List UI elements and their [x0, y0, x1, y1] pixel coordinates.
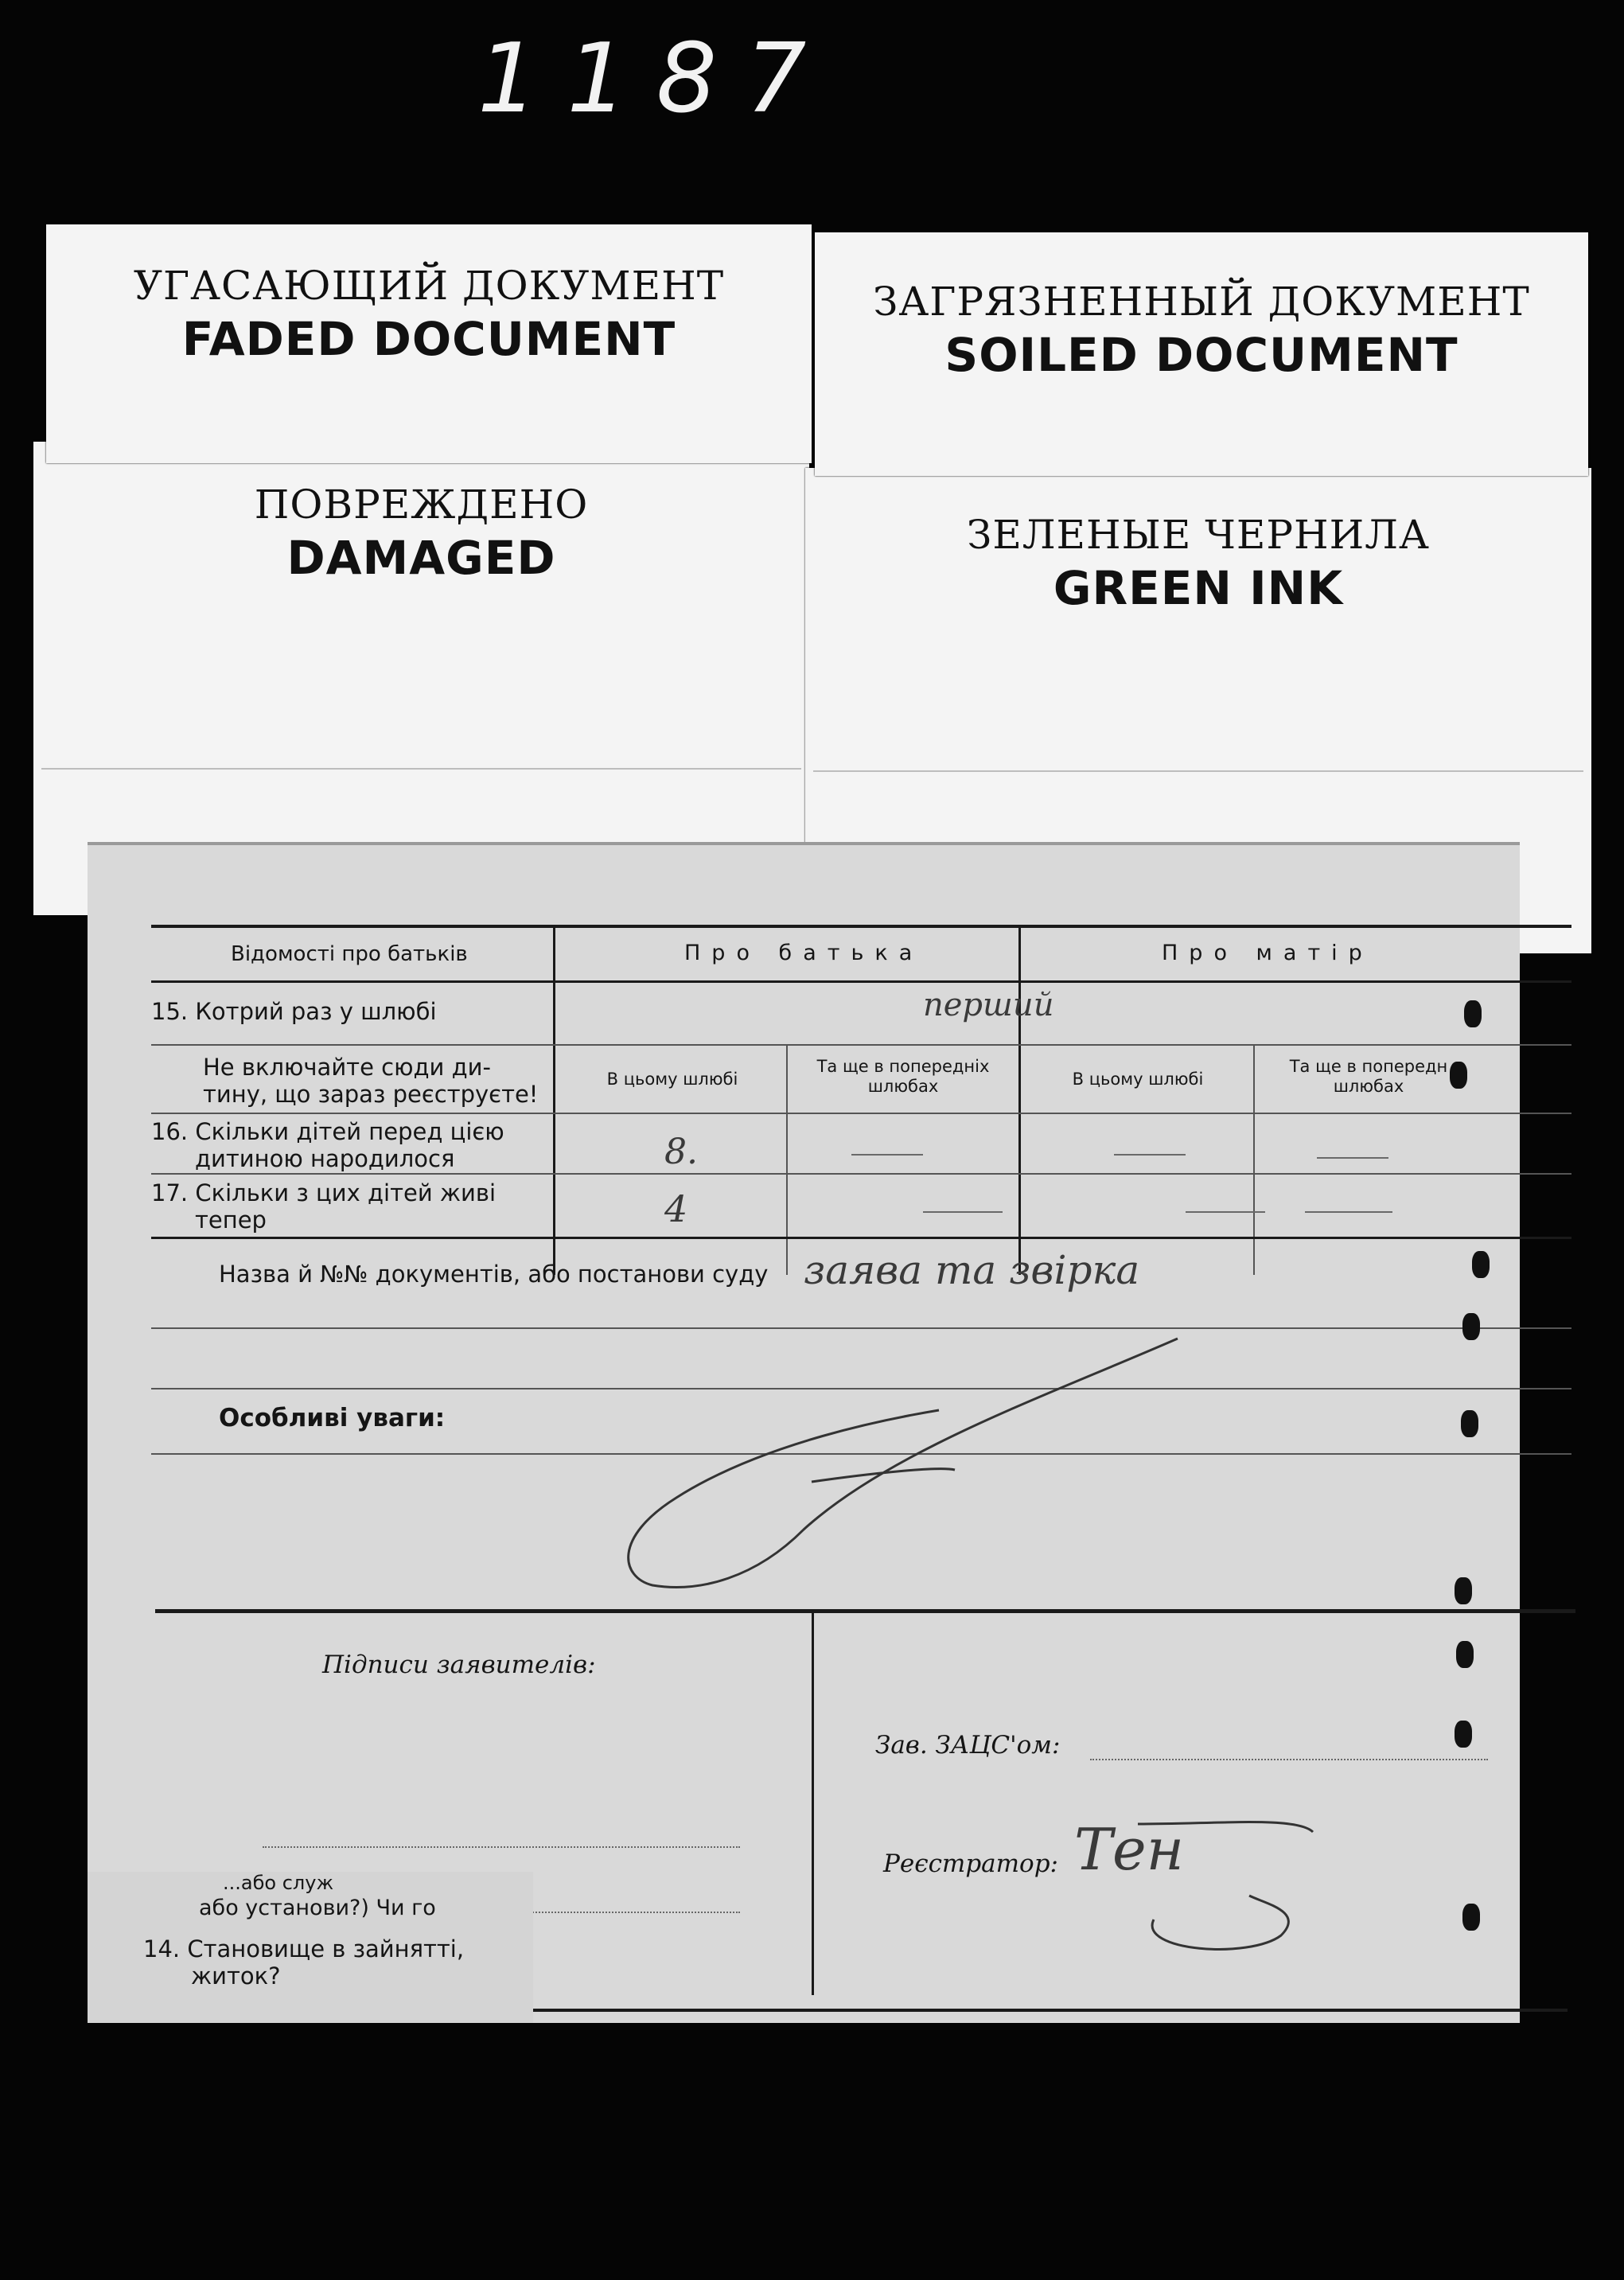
row16-father-value: 8.: [664, 1132, 698, 1172]
row15-label: 15. Котрий раз у шлюбі: [151, 998, 437, 1025]
registrar-label: Реєстратор:: [883, 1849, 1058, 1878]
note-line2: тину, що зараз реєструєте!: [203, 1081, 539, 1108]
binding-hole: [1456, 1641, 1474, 1668]
documents-value: заява та звірка: [804, 1247, 1140, 1293]
frame-number: 1187: [477, 24, 835, 134]
row17-father-value: 4: [664, 1187, 688, 1230]
row16-line2: дитиною народилося: [195, 1145, 455, 1172]
mother-prev-marriages: Та ще в попередн шлюбах: [1289, 1057, 1448, 1096]
damaged-card-ru: ПОВРЕЖДЕНО: [254, 481, 589, 528]
empty-dash: [851, 1154, 923, 1156]
binding-hole: [1450, 1062, 1467, 1089]
form-sheet: [88, 842, 1520, 2023]
header-bottom-rule: [151, 980, 1571, 983]
note-bottom-rule: [151, 1113, 1571, 1114]
row17-line1: 17. Скільки з цих дітей живі: [151, 1179, 497, 1206]
binding-hole: [1461, 1410, 1478, 1437]
mother-subcol-divider: [1253, 1044, 1255, 1275]
soiled-card: [815, 232, 1588, 476]
notes-label: Особливі уваги:: [219, 1404, 446, 1432]
empty-dash: [1114, 1154, 1186, 1156]
empty-dash: [1186, 1211, 1265, 1213]
father-prev-marriages: Та ще в попередніх шлюбах: [816, 1057, 990, 1096]
applicants-signatures-label: Підписи заявителів:: [322, 1651, 596, 1679]
header-parents-info: Відомості про батьків: [231, 942, 468, 966]
green-ink-card-en: GREEN INK: [1053, 561, 1344, 615]
empty-dash: [923, 1211, 1003, 1213]
torn-text-line1: ...або служ: [223, 1872, 334, 1894]
signature-line: [1090, 1759, 1488, 1760]
row15-bottom-rule: [151, 1044, 1571, 1046]
card-fold-line: [813, 770, 1583, 772]
faded-card: [46, 224, 812, 463]
torn-text-line3: 14. Становище в зайнятті,: [143, 1935, 465, 1962]
row17-line2: тепер: [195, 1206, 267, 1234]
card-fold-line: [41, 768, 801, 770]
head-of-registry-label: Зав. ЗАЦС'ом:: [875, 1731, 1061, 1760]
bottom-rule: [533, 2009, 1568, 2012]
header-mother: Про матір: [1162, 941, 1373, 965]
applicant-signature-line: [263, 1846, 740, 1848]
signature-divider: [812, 1609, 814, 1995]
row16-line1: 16. Скільки дітей перед цією: [151, 1118, 504, 1145]
binding-hole: [1462, 1904, 1480, 1931]
registrar-signature-flourish: [1122, 1808, 1329, 1967]
soiled-card-ru: ЗАГРЯЗНЕННЫЙ ДОКУМЕНТ: [873, 279, 1530, 325]
faded-card-en: FADED DOCUMENT: [181, 312, 676, 366]
binding-hole: [1462, 1313, 1480, 1340]
binding-hole: [1455, 1721, 1472, 1748]
row15-father-value: перший: [923, 987, 1054, 1023]
documents-label: Назва й №№ документів, або постанови суду: [219, 1261, 769, 1288]
header-father: Про батька: [684, 941, 924, 965]
father-this-marriage: В цьому шлюбі: [606, 1070, 738, 1089]
note-line1: Не включайте сюди ди-: [203, 1054, 491, 1081]
empty-dash: [1317, 1157, 1388, 1159]
binding-hole: [1455, 1577, 1472, 1604]
empty-dash: [1305, 1211, 1392, 1213]
green-ink-card-ru: ЗЕЛЕНЫЕ ЧЕРНИЛА: [967, 512, 1430, 558]
col-divider-1: [553, 925, 555, 1275]
col-divider-2: [1018, 925, 1021, 1275]
table-top-rule: [151, 925, 1571, 928]
registrar-signature: Тен: [1074, 1816, 1185, 1883]
binding-hole: [1472, 1251, 1490, 1278]
damaged-card-en: DAMAGED: [286, 531, 556, 585]
table-bottom-rule: [151, 1237, 1571, 1239]
torn-text-line4: житок?: [191, 1962, 281, 1990]
torn-text-line2: або установи?) Чи го: [199, 1896, 436, 1920]
faded-card-ru: УГАСАЮЩИЙ ДОКУМЕНТ: [133, 263, 725, 309]
row16-bottom-rule: [151, 1173, 1571, 1175]
signature-section-rule: [155, 1609, 1575, 1613]
father-subcol-divider: [786, 1044, 788, 1275]
cancel-stroke-drawing: [605, 1323, 1209, 1609]
mother-this-marriage: В цьому шлюбі: [1072, 1070, 1204, 1089]
binding-hole: [1464, 1000, 1482, 1027]
soiled-card-en: SOILED DOCUMENT: [944, 328, 1458, 382]
